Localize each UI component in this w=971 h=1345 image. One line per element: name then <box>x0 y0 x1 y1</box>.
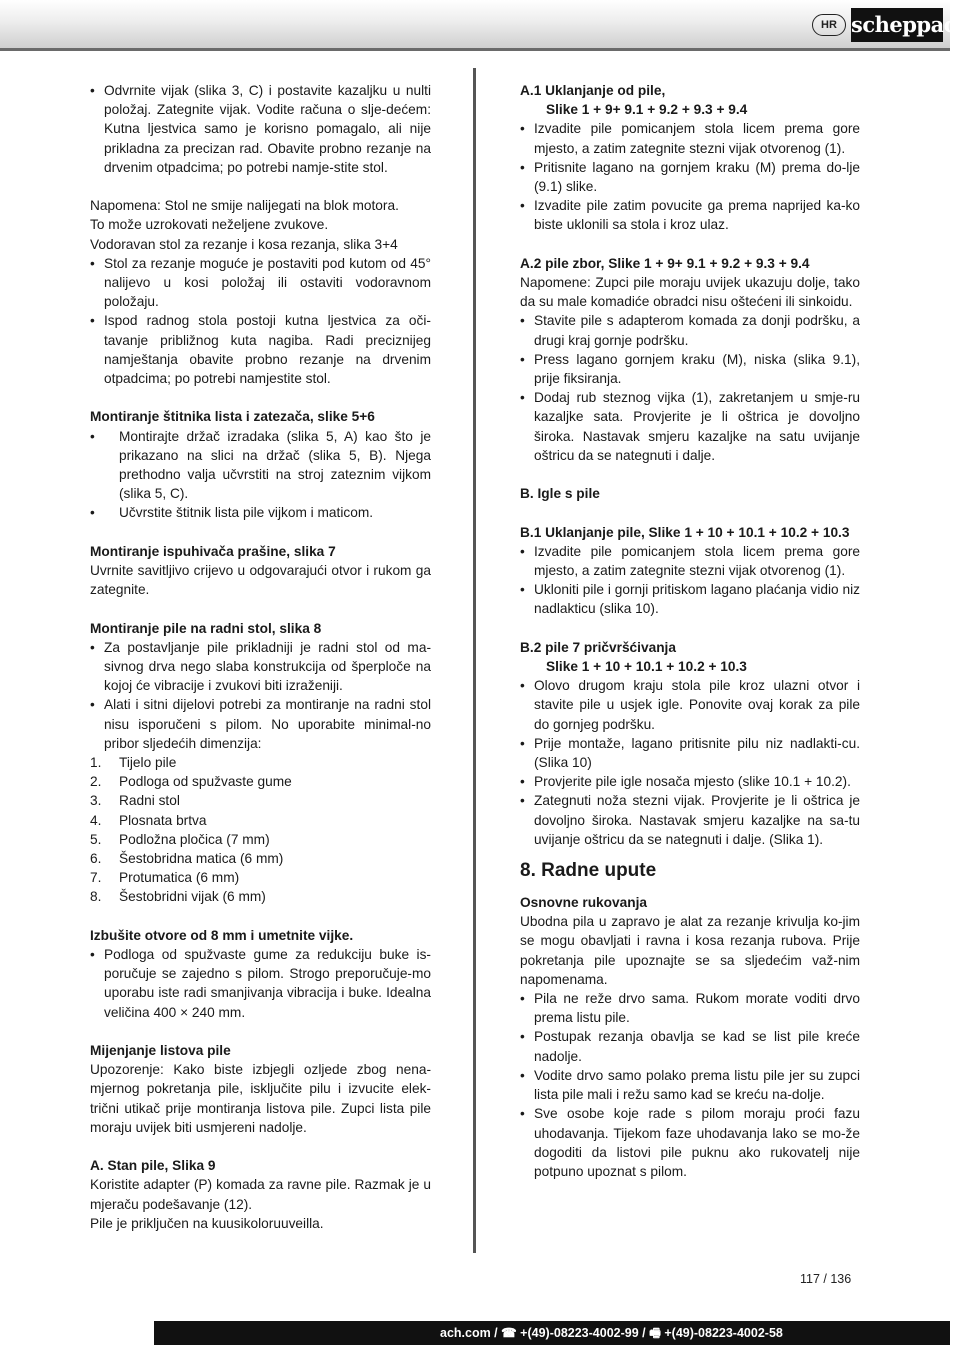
list-item: 7. Protumatica (6 mm) <box>90 870 240 886</box>
section-heading: B. Igle s pile <box>520 486 600 502</box>
list-item: • Press lagano gornjem kraku (M), niska (slika 9.1), prije fiksiranja. <box>520 350 860 388</box>
note-text: Vodoravan stol za rezanje i kosa rezanja, slika 3+4 <box>90 236 398 252</box>
list-item: 4. Plosnata brtva <box>90 812 207 828</box>
list-item: • Učvrstite štitnik lista pile vijkom i maticom. <box>90 503 431 522</box>
list-item: 8. Šestobridni vijak (6 mm) <box>90 889 266 905</box>
list-item: • Pila ne reže drvo sama. Rukom morate voditi drvo prema listu pile. <box>520 989 860 1027</box>
paragraph: Pile je priključen na kuusikoloruuveilla. <box>90 1215 324 1231</box>
a1-list <box>520 119 860 234</box>
list-item: • Prije montaže, lagano pritisnite pilu niz nadlakti-cu. (Slika 10) <box>520 734 860 772</box>
language-badge: HR <box>812 14 846 36</box>
list-item: • Olovo drugom kraju stola pile kroz ulazni otvor i stavite pile u usjek igle. Ponovite ovaj korak za pile do gornjeg podršku. <box>520 676 860 734</box>
note-text: Napomena: Stol ne smije nalijegati na blok motora. <box>90 198 399 214</box>
b1-list <box>520 542 860 619</box>
section-subheading: Slike 1 + 9+ 9.1 + 9.2 + 9.3 + 9.4 <box>546 102 748 118</box>
header-rule <box>0 48 950 51</box>
a2-list <box>520 311 860 465</box>
column-divider <box>473 68 476 1253</box>
list-item: • Za postavljanje pile prikladniji je radni stol od ma-sivnog drva nego slaba konstrukcija od šperploče na kojoj će vibracije i zvukovi biti izraženiji. <box>90 638 431 696</box>
section-heading: A. Stan pile, Slika 9 <box>90 1158 216 1174</box>
section-heading: Montiranje štitnika lista i zatezača, slike 5+6 <box>90 409 375 425</box>
intro-list <box>90 81 431 177</box>
list-item: • Vodite drvo samo polako prema listu pile jer su zupci lista pile mali i režu samo kad se kreću na-dolje. <box>520 1066 860 1104</box>
list-item: • Stol za rezanje moguće je postaviti pod kutom od 45° nalijevo u kosi položaj ili ostaviti vodoravnom položaju. <box>90 254 431 312</box>
list-item: • Sve osobe koje rade s pilom moraju proći fazu uhodavanja. Tijekom faze uhodavanja lako se mo-že dogoditi da listovi pile puknu ako rukovatelj nije potpuno upoznat s pilom. <box>520 1104 860 1181</box>
note-text: To može uzrokovati neželjene zvukove. <box>90 217 329 233</box>
section-heading: A.1 Uklanjanje od pile, <box>520 83 666 98</box>
list-item: • Ispod radnog stola postoji kutna ljestvica za oči-tavanje približnog kuta nagiba. Radi preciznijeg namještanja obavite probno rezanje na drvenim otpadcima; po potrebi namjestite stol. <box>90 311 431 388</box>
list-item: • Izvadite pile pomicanjem stola licem prema gore mjesto, a zatim zategnite stezni vijak otvorenog (1). <box>520 542 860 580</box>
list-item: • Alati i sitni dijelovi potrebi za montiranje na radni stol nisu isporučeni s pilom. No uporabite minimal-no pribor sljedećih dimenzija: <box>90 695 431 753</box>
table-list <box>90 254 431 388</box>
list-item: • Stavite pile s adapterom komada za donji podršku, a drugi kraj gornje podršku. <box>520 311 860 349</box>
list-item: • Pritisnite lagano na gornjem kraku (M) prema do-lje (9.1) slike. <box>520 158 860 196</box>
list-item: • Odvrnite vijak (slika 3, C) i postavite kazaljku u nulti položaj. Zategnite vijak. Vodite računa o slje-dećem: Kutna ljestvica samo je korisno pomagalo, ali nije prikladna za precizan rad. Obavite probno rezanje na drvenim otpadcima; po potrebi namje-stite stol. <box>90 81 431 177</box>
section-heading: A.2 pile zbor, Slike 1 + 9+ 9.1 + 9.2 + 9.3 + 9.4 <box>520 255 810 271</box>
section-heading: B.1 Uklanjanje pile, Slike 1 + 10 + 10.1 + 10.2 + 10.3 <box>520 524 850 540</box>
section-heading: Izbušite otvore od 8 mm i umetnite vijke. <box>90 927 354 943</box>
section-heading: B.2 pile 7 pričvršćivanja <box>520 639 676 655</box>
section-heading: Montiranje pile na radni stol, slika 8 <box>90 620 322 636</box>
page-number: 117 / 136 <box>800 1272 852 1286</box>
page-footer <box>0 1321 950 1345</box>
list-item: 6. Šestobridna matica (6 mm) <box>90 851 284 867</box>
right-column <box>520 81 860 1181</box>
b2-list <box>520 676 860 849</box>
section-heading: Osnovne rukovanja <box>520 895 648 911</box>
list-item: • Dodaj rub steznog vijka (1), zakretanjem u smje-ru kazaljke sata. Provjerite je li oštrica je dovoljno široka. Nastavak smjeru kazaljke na satu uvijanje oštricu da se nategnuti i dalje. <box>520 388 860 465</box>
list-item: • Ukloniti pile i gornji pritiskom lagano plaćanja vidio niz nadlakticu (slika 10). <box>520 580 860 618</box>
list-item: • Montirajte držač izradaka (slika 5, A) kao što je prikazano na slici na držač (slika 5, B). Njega prethodno valja učvrstiti na stroj zateznim vijkom (slika 5, C). <box>90 427 431 504</box>
list-item: • Izvadite pile pomicanjem stola licem prema gore mjesto, a zatim zategnite stezni vijak otvorenog (1). <box>520 119 860 157</box>
brand-logo: scheppach <box>851 8 943 42</box>
contact-info: ach.com / ☎ +(49)-08223-4002-99 / 🖷 +(49)-08223-4002-58 <box>440 1326 783 1340</box>
paragraph: Uvrnite savitljivo crijevo u odgovarajući otvor i rukom ga zategnite. <box>90 563 431 598</box>
paragraph: Upozorenje: Kako biste izbjegli ozljede zbog nena-mjernog pokretanja pile, isključite pilu i izvucite elek-trični utikač prije montiranja listova pile. Zupci lista pile moraju uvijek biti usmjereni nadolje. <box>90 1062 431 1135</box>
parts-list <box>90 753 431 907</box>
list-item: • Zategnuti noža stezni vijak. Provjerite je li oštrica je dovoljno široka. Nastavak smjeru kazaljke na sa-tu uvijanje oštricu da se nategnuti i dalje. (Slika 1). <box>520 791 860 849</box>
basic-list <box>520 989 860 1181</box>
footer-left-block <box>0 1321 154 1345</box>
list-item: 1. Tijelo pile <box>90 755 177 771</box>
page-header <box>0 0 971 48</box>
list-item: • Provjerite pile igle nosača mjesto (slike 10.1 + 10.2). <box>520 772 860 791</box>
paragraph: Napomene: Zupci pile moraju uvijek ukazuju dolje, tako da su male komadiće obradci nisu oštećeni ili sinkoidu. <box>520 275 860 310</box>
list-item: 5. Podložna pločica (7 mm) <box>90 831 270 847</box>
chapter-title: 8. Radne upute <box>520 860 657 882</box>
section-heading: Mijenjanje listova pile <box>90 1043 231 1059</box>
section-heading: Montiranje ispuhivača prašine, slika 7 <box>90 543 336 559</box>
list-item: • Podloga od spužvaste gume za redukciju buke is-poručuje se zajedno s pilom. Strogo preporučuje-mo uporabu iste radi smanjivanja vibracija i buke. Idealna veličina 400 × 240 mm. <box>90 945 431 1022</box>
guard-list <box>90 427 431 523</box>
bench-list <box>90 638 431 753</box>
drill-list <box>90 945 431 1022</box>
left-column <box>90 81 431 1233</box>
paragraph: Koristite adapter (P) komada za ravne pile. Razmak je u mjeraču podešavanje (12). <box>90 1177 431 1212</box>
list-item: 2. Podloga od spužvaste gume <box>90 774 292 790</box>
section-subheading: Slike 1 + 10 + 10.1 + 10.2 + 10.3 <box>546 659 747 675</box>
list-item: 3. Radni stol <box>90 793 180 809</box>
list-item: • Postupak rezanja obavlja se kad se list pile kreće nadolje. <box>520 1027 860 1065</box>
list-item: • Izvadite pile zatim povucite ga prema naprijed ka-ko biste uklonili sa stola i kroz ulaz. <box>520 196 860 234</box>
paragraph: Ubodna pila u zapravo je alat za rezanje krivulja ko-jim se mogu obavljati i ravna i kosa rezanja rubova. Prije pokretanja pile upoznajte se sa sljedećim važ-nim napomenama. <box>520 914 860 987</box>
